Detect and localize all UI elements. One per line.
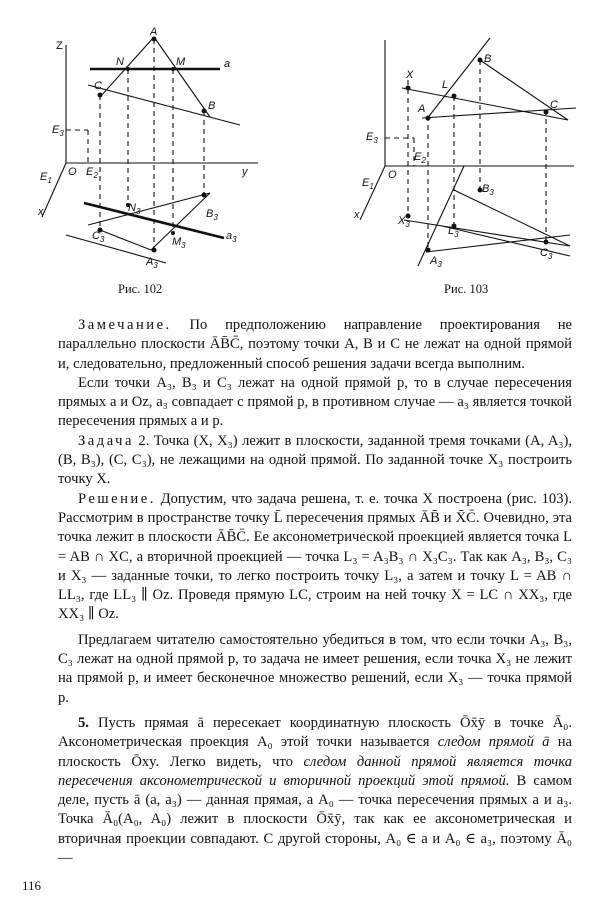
section-5-text-c: В самом деле, пусть ā (a, a₃) — данная прямая, а A₀ — точка пересечения прямых a и a₃. Точка Ā₀(A₀, A₀) лежит в плоскости Ōx̄ȳ, так как ее аксонометрическая и вторичная проекции совпадают. С другой стороны, A₀ ∈ a и A₀ ∈ a₃, поэтому Ā₀ — — [58, 772, 572, 867]
label-x: x — [38, 206, 44, 218]
remark-heading: Замечание. — [78, 317, 172, 333]
label-x-axis: x — [354, 209, 360, 221]
label-y: y — [242, 166, 248, 178]
label-x-point: X — [406, 69, 414, 81]
caption-103: Рис. 103 — [444, 282, 489, 296]
label-b: B — [484, 53, 492, 65]
page-number: 116 — [22, 878, 42, 893]
figure-103-drawing — [342, 40, 582, 270]
label-e1: $E_1$ — [40, 171, 52, 185]
label-z: Z — [56, 40, 63, 52]
line-cb — [88, 85, 240, 125]
label-l3: $L_3$ — [448, 225, 459, 239]
section-5-text-a: Пусть прямая ā пересекает координатную плоскость Ōx̄ȳ в точке Ā₀. Аксонометрическая проекция A₀ этой точки называется — [58, 714, 573, 751]
figure-102-drawing — [28, 25, 268, 280]
label-a3-line: $a_3$ — [226, 230, 237, 244]
paragraph-remark — [58, 316, 572, 374]
task-heading: Задача — [78, 432, 134, 449]
label-e3: $E_3$ — [52, 124, 64, 138]
label-m: M — [176, 56, 186, 68]
line-a3c3 — [426, 235, 570, 252]
paragraph-solution — [58, 490, 572, 625]
solution-heading: Решение. — [78, 490, 156, 507]
line-xc — [402, 88, 568, 120]
label-n: N — [116, 56, 124, 68]
label-e1: $E_1$ — [362, 177, 374, 191]
label-l: L — [442, 79, 449, 91]
body-text — [58, 316, 572, 868]
theorem-italic: следом данной прямой является точка пересечения аксонометрической и вторичной проекций этой прямой. — [58, 753, 572, 789]
label-o: O — [388, 169, 397, 181]
section-5-text-b: на плоскость Ōxy. Легко видеть, что — [58, 734, 572, 770]
label-c3: $C_3$ — [540, 247, 553, 261]
figure-103 — [342, 40, 582, 270]
label-b3: $B_3$ — [482, 183, 494, 197]
paragraph-collinear: Если точки A₃, B₃ и C₃ лежат на одной прямой p, то в случае пересечения прямых a и Oz, a₃ совпадает с прямой p, в противном случае — a₃ является точкой пересечения прямых a и p. — [58, 374, 572, 430]
remark-body: По предположению направление проектирования не параллельно плоскости ĀB̄C̄, поэтому точки A, B и C не лежат на одной прямой и, следовательно, предложенный способ решения задачи всегда выполним. — [58, 317, 572, 372]
term-trace: следом прямой ā — [437, 734, 550, 751]
label-c: C — [550, 99, 558, 111]
label-b3: $B_3$ — [206, 208, 218, 222]
label-b: B — [208, 100, 216, 112]
line-a3b3 — [418, 166, 464, 266]
label-c3: $C_3$ — [92, 230, 105, 244]
paragraph-exercise: Предлагаем читателю самостоятельно убедиться в том, что если точки A₃, B₃, C₃ лежат на одной прямой p, то задача не имеет решения, если точка X₃ не лежит на прямой p, и имеет бесконечное множество решений, если X₃ — точка прямой p. — [58, 631, 572, 706]
label-e2: $E_2$ — [86, 166, 98, 180]
label-line-a: a — [224, 58, 231, 70]
label-o: O — [68, 166, 77, 178]
label-a: A — [418, 103, 426, 115]
task-body: 2. Точка (X, X₃) лежит в плоскости, заданной тремя точками (A, A₃), (B, B₃), (C, C₃), не лежащими на одной прямой. По заданной точке X₃ построить точку X. — [58, 432, 572, 488]
label-a3: $A_3$ — [146, 256, 158, 270]
paragraph-task — [58, 432, 572, 490]
label-n3: $N_3$ — [128, 202, 141, 216]
line-ac — [100, 37, 154, 97]
axis-x — [360, 166, 385, 220]
paragraph-section-5 — [58, 714, 572, 868]
label-e3: $E_3$ — [366, 131, 378, 145]
label-a: A — [150, 26, 158, 38]
solution-body: Допустим, что задача решена, т. е. точка X построена (рис. 103). Рассмотрим в пространстве точку L̄ пересечения прямых ĀB̄ и X̄C̄. Очевидно, эта точка лежит в плоскости ĀB̄C̄. Ее аксонометрической проекцией является точка L = AB ∩ XC, а вторичной проекцией — точка L₃ = A₃B₃ ∩ X₃C₃. Так как A₃, B₃, C₃ и X₃ — заданные точки, то легко построить точку L₃, а затем и точку L = AB ∩ LL₃, где LL₃ ∥ Oz. Проведя прямую LC, строим на ней точку X = LC ∩ XX₃, где XX₃ ∥ Oz. — [58, 490, 572, 623]
figure-102 — [28, 25, 268, 280]
label-e2: $E_2$ — [414, 151, 426, 165]
caption-102: Рис. 102 — [118, 282, 163, 296]
label-a3: $A_3$ — [430, 255, 442, 269]
label-x3: $X_3$ — [398, 215, 410, 229]
section-number: 5. — [78, 714, 89, 731]
label-m3: $M_3$ — [172, 236, 186, 250]
label-c: C — [94, 80, 102, 92]
